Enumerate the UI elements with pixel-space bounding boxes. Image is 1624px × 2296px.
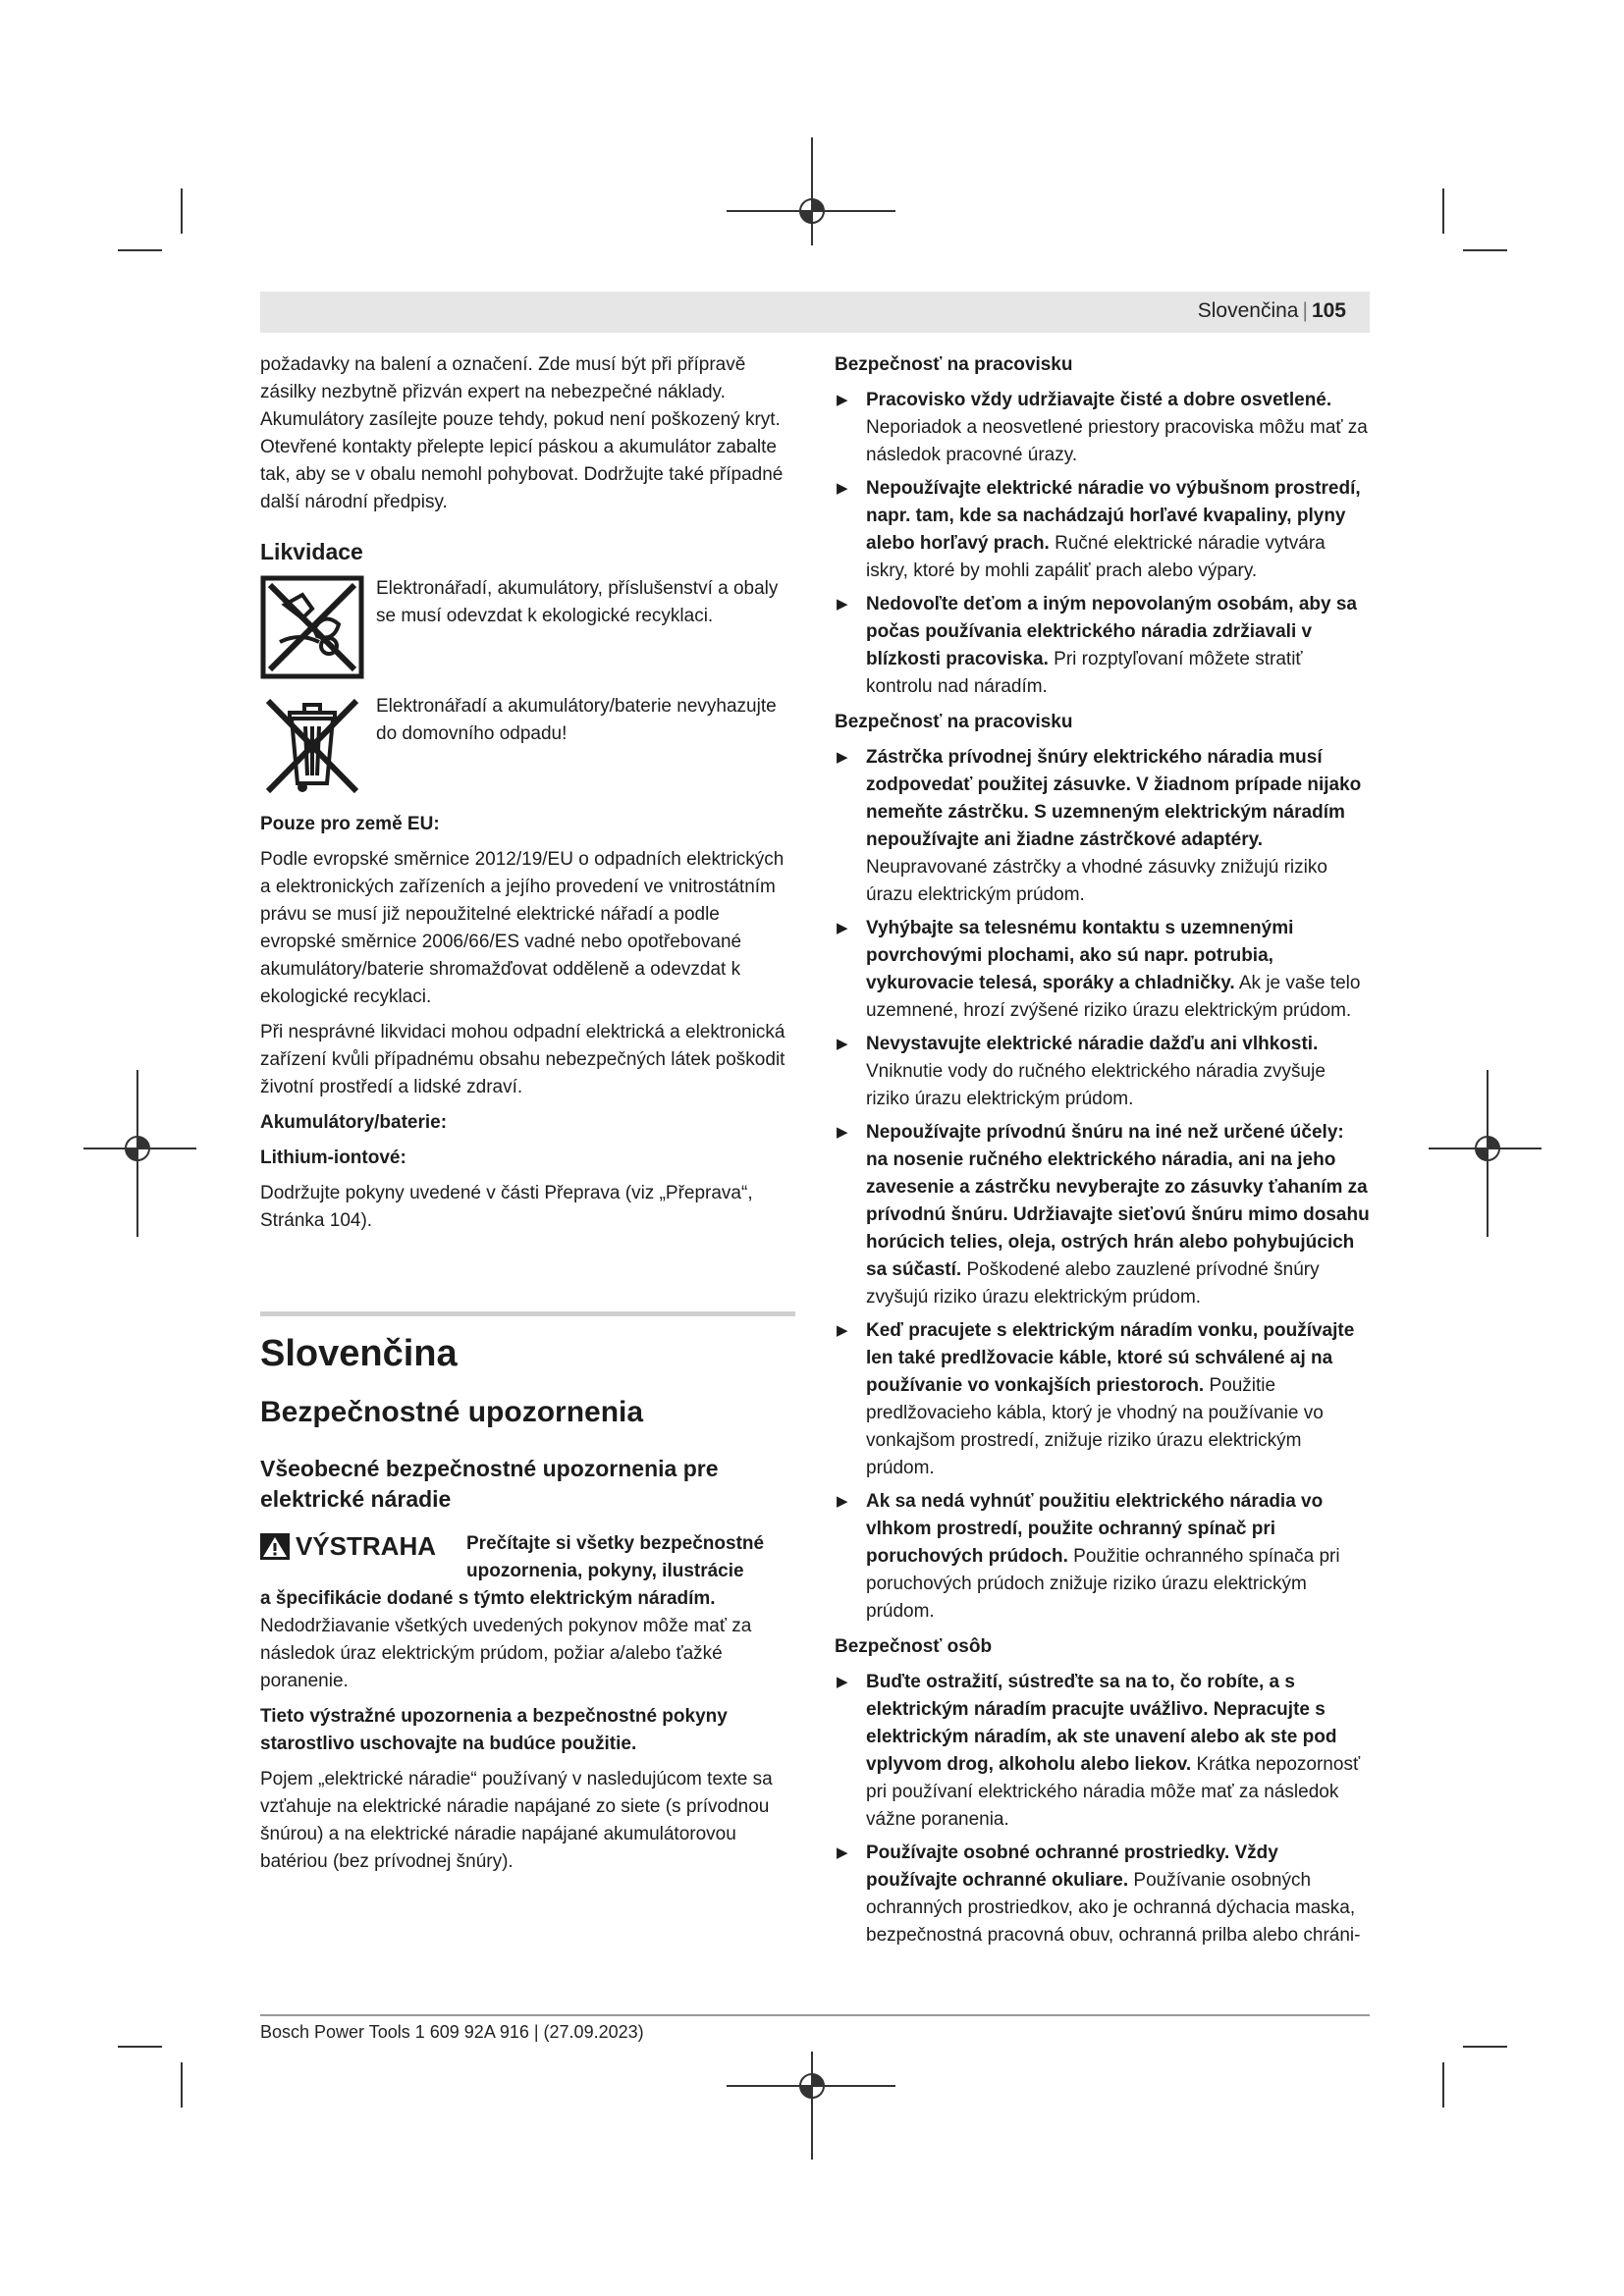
disposal-heading: Likvidace xyxy=(260,539,363,564)
warning-text-a: Prečítajte si všetky bezpečnostné upozornenia, pokyny, ilustrácie xyxy=(466,1533,765,1581)
lithium-paragraph: Dodržujte pokyny uvedené v části Přeprava (viz „Přeprava“, Stránka 104). xyxy=(260,1183,753,1231)
list-item: ▶ Vyhýbajte sa telesnému kontaktu s uzemnenými povrchovými plochami, ako sú napr. potrubia, vykurovacie telesá, sporáky a chladničky. Ak je vaše telo uzemnené, hrozí zvýšené riziko úrazu elektrickým prúdom. xyxy=(835,915,1370,1025)
list-item: ▶ Používajte osobné ochranné prostriedky. Vždy používajte ochranné okuliare. Používanie osobných ochranných prostriedkov, ako je ochranná dýchacia maska, bezpečnostná pracovná obuv, ochranná prilba alebo chráni- xyxy=(835,1840,1370,1949)
footer-text: Bosch Power Tools 1 609 92A 916 | (27.09.2023) xyxy=(260,2022,644,2042)
right-column xyxy=(835,351,1370,1957)
work-area-list xyxy=(835,387,1370,701)
disposal-recycle-row xyxy=(260,575,795,679)
warning-badge xyxy=(260,1530,466,1562)
warning-block xyxy=(260,1530,795,1585)
eu-paragraph-1: Podle evropské směrnice 2012/19/EU o odpadních elektrických a elektronických zařízeních a jejího provedení ve vnitrostátním právu se musí již nepoužitelné elektrické nářadí a podle evropské směrnice 2006/66/ES vadné nebo opotřebované akumulátory/baterie shromažďovat odděleně a odevzdat k ekologické recyklaci. xyxy=(260,849,785,1007)
recycle-prohibited-icon xyxy=(260,575,364,679)
list-item: ▶ Nevystavujte elektrické náradie dažďu ani vlhkosti. Vniknutie vody do ručného elektrického náradia zvyšuje riziko úrazu elektrickým prúdom. xyxy=(835,1031,1370,1113)
list-item: ▶ Keď pracujete s elektrickým náradím vonku, používajte len také predlžovacie káble, ktoré sú schválené aj na používanie vo vonkajších priestoroch. Použitie predlžovacieho kábla, ktorý je vhodný na používanie vo vonkajšom prostredí, znižuje riziko úrazu elektrickým prúdom. xyxy=(835,1317,1370,1482)
warning-label: VÝSTRAHA xyxy=(296,1531,437,1561)
left-column xyxy=(260,351,795,1884)
page-number: 105 xyxy=(1311,299,1346,322)
footer-rule xyxy=(260,2014,1370,2016)
crossed-bin-icon xyxy=(260,693,364,797)
list-item: ▶ Pracovisko vždy udržiavajte čisté a dobre osvetlené. Neporiadok a neosvetlené priestory pracoviska môžu mať za následok pracovné úrazy. xyxy=(835,387,1370,469)
list-item: ▶ Nedovoľte deťom a iným nepovolaným osobám, aby sa počas používania elektrického náradia zdržiavali v blízkosti pracoviska. Pri rozptyľovaní môžete stratiť kontrolu nad náradím. xyxy=(835,591,1370,701)
work-area-heading: Bezpečnosť na pracovisku xyxy=(835,354,1073,375)
page-header xyxy=(260,292,1370,333)
eu-paragraph-2: Při nesprávné likvidaci mohou odpadní elektrická a elektronická zařízení kvůli případnému obsahu nebezpečných látek poškodit životní prostředí a lidské zdraví. xyxy=(260,1022,785,1097)
disposal-item-bin: Elektronářadí a akumulátory/baterie nevyhazujte do domovního odpadu! xyxy=(376,696,777,744)
header-language: Slovenčina xyxy=(1197,299,1299,322)
list-item: ▶ Ak sa nedá vyhnúť použitiu elektrického náradia vo vlhkom prostredí, použite ochranný spínač pri poruchových prúdoch. Použitie ochranného spínača pri poruchových prúdoch znižuje riziko úrazu elektrickým prúdom. xyxy=(835,1488,1370,1626)
term-paragraph: Pojem „elektrické náradie“ používaný v nasledujúcom texte sa vzťahuje na elektrické náradie napájané zo siete (s prívodnou šnúrou) a na elektrické náradie napájané akumulátorovou batériou (bez prívodnej šnúry). xyxy=(260,1769,773,1872)
list-item: ▶ Zástrčka prívodnej šnúry elektrického náradia musí zodpovedať použitej zásuvke. V žiadnom prípade nijako nemeňte zástrčku. S uzemneným elektrickým náradím nepoužívajte ani žiadne zástrčkové adaptéry. Neupravované zástrčky a vhodné zásuvky znižujú riziko úrazu elektrickým prúdom. xyxy=(835,744,1370,909)
electrical-safety-list xyxy=(835,744,1370,1626)
section-divider xyxy=(260,1311,795,1316)
keep-instructions: Tieto výstražné upozornenia a bezpečnostné pokyny starostlivo uschovajte na budúce použitie. xyxy=(260,1706,728,1754)
list-item: ▶ Nepoužívajte prívodnú šnúru na iné než určené účely: na nosenie ručného elektrického náradia, ani na jeho zavesenie a zástrčku nevyberajte zo zásuvky ťahaním za prívodnú šnúru. Udržiavajte sieťovú šnúru mimo dosahu horúcich telies, oleja, ostrých hrán alebo pohybujúcich sa súčastí. Poškodené alebo zauzlené prívodné šnúry zvyšujú riziko úrazu elektrickým prúdom. xyxy=(835,1119,1370,1311)
personal-safety-heading: Bezpečnosť osôb xyxy=(835,1636,993,1657)
disposal-item-recycle: Elektronářadí, akumulátory, příslušenství a obaly se musí odevzdat k ekologické recyklaci. xyxy=(376,578,779,626)
disposal-bin-row xyxy=(260,693,795,797)
safety-title: Bezpečnostné upozornenia xyxy=(260,1396,644,1428)
warning-triangle-icon xyxy=(260,1533,290,1560)
eu-heading: Pouze pro země EU: xyxy=(260,814,440,834)
intro-paragraph: požadavky na balení a označení. Zde musí být při přípravě zásilky nezbytně přizván expert na nebezpečné náklady. Akumulátory zasílejte pouze tehdy, pokud není poškozený kryt. Otevřené kontakty přelepte lepicí páskou a akumulátor zabalte tak, aby se v obalu nemohl pohybovat. Dodržujte také případné další národní předpisy. xyxy=(260,354,784,512)
personal-safety-list xyxy=(835,1669,1370,1949)
language-title: Slovenčina xyxy=(260,1333,458,1374)
battery-heading: Akumulátory/baterie: xyxy=(260,1112,448,1133)
warning-text-c: Nedodržiavanie všetkých uvedených pokynov môže mať za následok úraz elektrickým prúdom, požiar a/alebo ťažké poranenie. xyxy=(260,1616,752,1691)
header-label: Slovenčina | 105 xyxy=(1197,299,1346,322)
warning-text-b: a špecifikácie dodané s týmto elektrickým náradím. xyxy=(260,1588,716,1609)
general-safety-title: Všeobecné bezpečnostné upozornenia pre elektrické náradie xyxy=(260,1456,719,1512)
electrical-safety-heading: Bezpečnosť na pracovisku xyxy=(835,712,1073,732)
list-item: ▶ Nepoužívajte elektrické náradie vo výbušnom prostredí, napr. tam, kde sa nachádzajú horľavé kvapaliny, plyny alebo horľavý prach. Ručné elektrické náradie vytvára iskry, ktoré by mohli zapáliť prach alebo výpary. xyxy=(835,475,1370,585)
list-item: ▶ Buďte ostražití, sústreďte sa na to, čo robíte, a s elektrickým náradím pracujte uvážlivo. Nepracujte s elektrickým náradím, ak ste unavení alebo ak ste pod vplyvom drog, alkoholu alebo liekov. Krátka nepozornosť pri používaní elektrického náradia môže mať za následok vážne poranenia. xyxy=(835,1669,1370,1834)
lithium-heading: Lithium-iontové: xyxy=(260,1148,406,1168)
